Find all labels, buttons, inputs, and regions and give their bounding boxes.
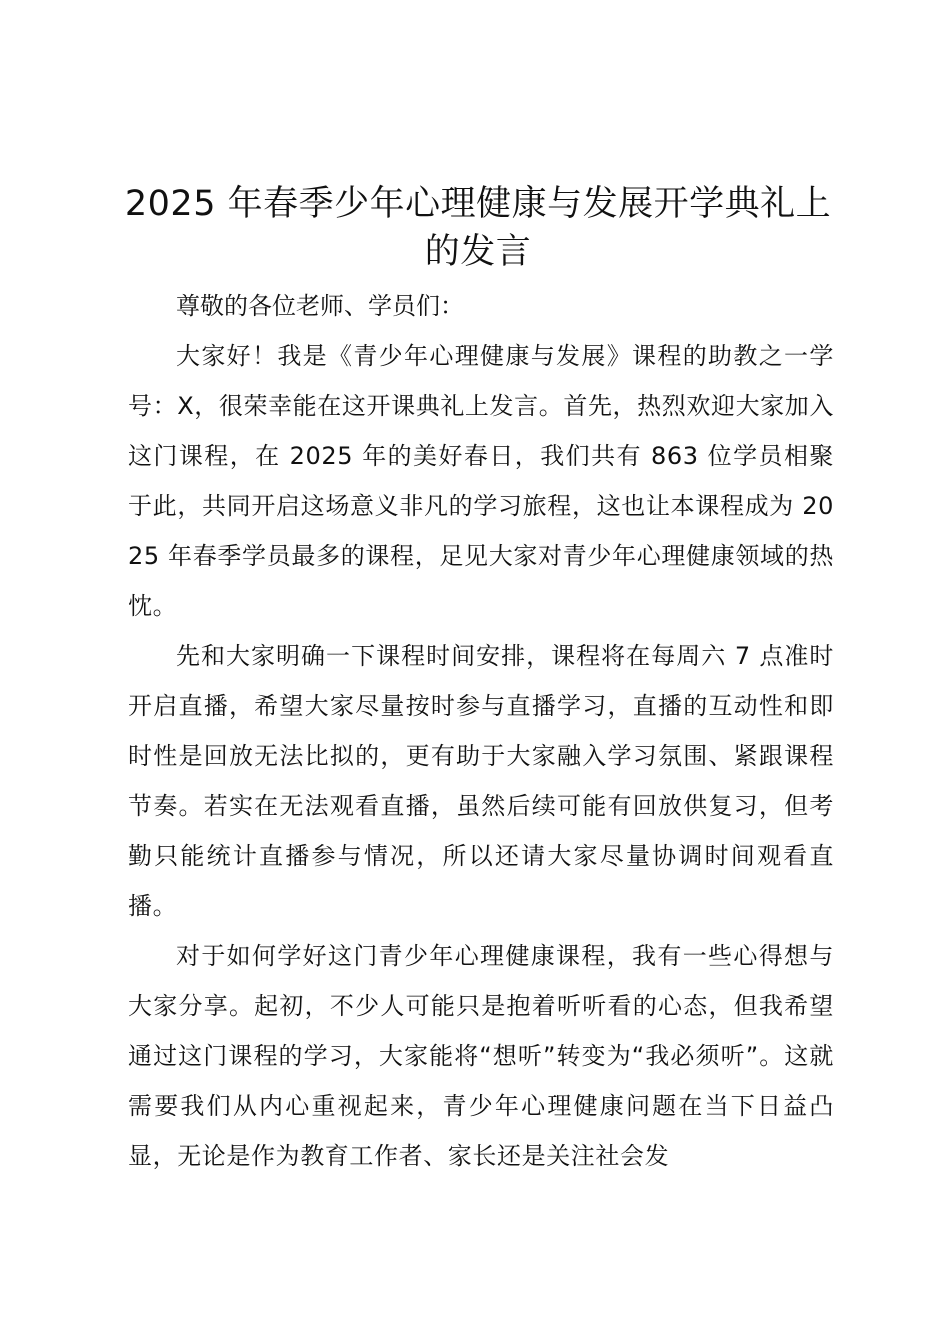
document-title: 2025 年春季少年心理健康与发展开学典礼上的发言: [124, 184, 832, 272]
paragraph: 对于如何学好这门青少年心理健康课程，我有一些心得想与大家分享。起初，不少人可能只是抱着听听看的心态，但我希望通过这门课程的学习，大家能将“想听”转变为“我必须听”。这就需要我们从内心重视起来，青少年心理健康问题在当下日益凸显，无论是作为教育工作者、家长还是关注社会发: [128, 942, 834, 1170]
paragraph: 大家好！我是《青少年心理健康与发展》课程的助教之一学号：X，很荣幸能在这开课典礼上发言。首先，热烈欢迎大家加入这门课程，在 2025 年的美好春日，我们共有 863 位学员相聚于此，共同开启这场意义非凡的学习旅程，这也让本课程成为 2025 年春季学员最多的课程，足见大家对青少年心理健康领域的热忱。: [128, 342, 834, 620]
document-body: [128, 281, 834, 1181]
paragraph: 先和大家明确一下课程时间安排，课程将在每周六 7 点准时开启直播，希望大家尽量按时参与直播学习，直播的互动性和即时性是回放无法比拟的，更有助于大家融入学习氛围、紧跟课程节奏。若实在无法观看直播，虽然后续可能有回放供复习，但考勤只能统计直播参与情况，所以还请大家尽量协调时间观看直播。: [128, 642, 834, 920]
salutation: 尊敬的各位老师、学员们：: [176, 292, 464, 320]
